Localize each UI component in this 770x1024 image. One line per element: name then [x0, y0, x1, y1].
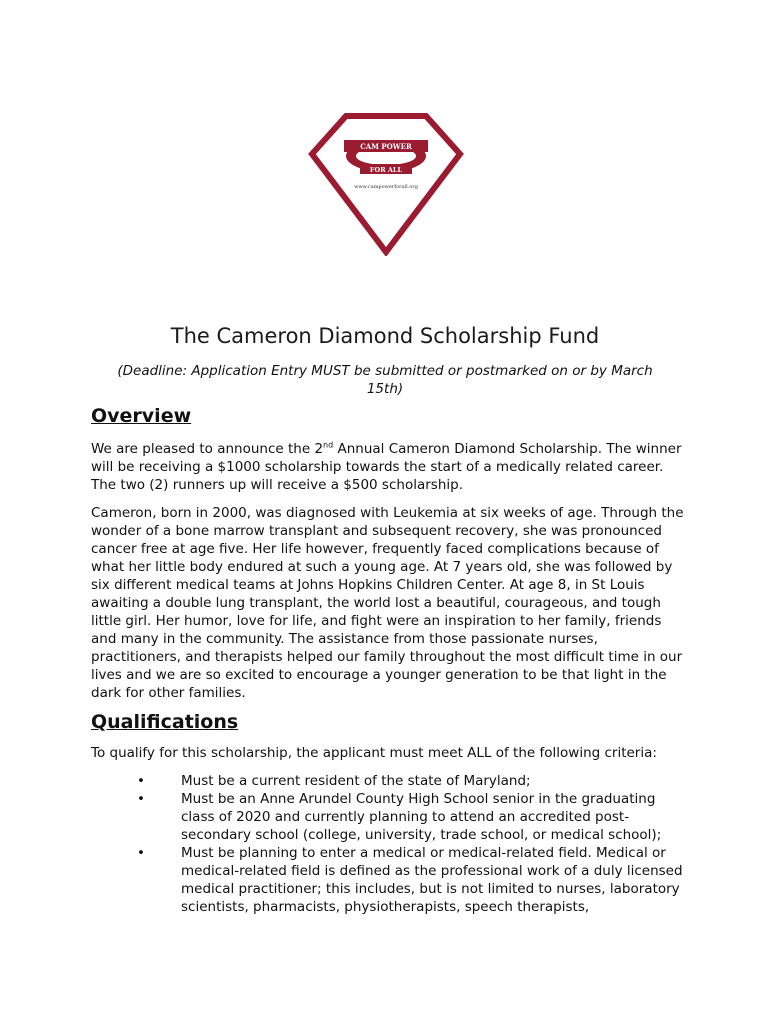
- overview-heading: Overview: [91, 405, 192, 427]
- logo-band-bottom-text: FOR ALL: [369, 166, 403, 174]
- list-item-text: Must be planning to enter a medical or medical-related field. Medical or medical-related field is defined as the professional work of a duly licensed medical practitioner; this includes, but is not limited to nurses, laboratory scientists, pharmacists, physiotherapists, speech therapists,: [181, 845, 683, 915]
- ordinal-suffix: nd: [323, 440, 334, 450]
- page-title: The Cameron Diamond Scholarship Fund: [170, 324, 600, 348]
- logo-band-top-text: CAM POWER: [360, 142, 412, 151]
- overview-p1-end: Annual Cameron Diamond Scholarship. The winner will be receiving a $1000 scholarship towards the start of a medically related career. The two (2) runners up will receive a $500 scholarship.: [91, 441, 682, 493]
- overview-p1-start: We are pleased to announce the 2: [91, 441, 324, 457]
- bullet-icon: •: [137, 845, 145, 861]
- qualifications-heading: Qualifications: [91, 711, 239, 733]
- cam-power-logo: [308, 112, 464, 256]
- qualifications-intro: To qualify for this scholarship, the applicant must meet ALL of the following criteria:: [91, 745, 657, 761]
- list-item-text: Must be an Anne Arundel County High School senior in the graduating class of 2020 and currently planning to attend an accredited post-secondary school (college, university, trade school, or medical school);: [181, 791, 662, 843]
- list-item: [91, 844, 691, 916]
- bullet-icon: •: [137, 773, 145, 789]
- list-item: [91, 772, 691, 790]
- overview-paragraph-1: [91, 440, 691, 494]
- list-item-text: Must be a current resident of the state of Maryland;: [181, 773, 531, 789]
- criteria-list: [91, 772, 691, 916]
- list-item: [91, 790, 691, 844]
- logo-url-text: www.campowerforall.org: [354, 184, 418, 190]
- bullet-icon: •: [137, 791, 145, 807]
- overview-paragraph-2: Cameron, born in 2000, was diagnosed with Leukemia at six weeks of age. Through the wonder of a bone marrow transplant and subsequent recovery, she was pronounced cancer free at age five. Her life however, frequently faced complications because of what her little body endured at such a young age. At 7 years old, she was followed by six different medical teams at Johns Hopkins Children Center. At age 8, in St Louis awaiting a double lung transplant, the world lost a beautiful, courageous, and tough little girl. Her humor, love for life, and fight were an inspiration to her family, friends and many in the community. The assistance from those passionate nurses, practitioners, and therapists helped our family throughout the most difficult time in our lives and we are so excited to encourage a younger generation to be that light in the dark for other families.: [91, 505, 684, 701]
- deadline-note: (Deadline: Application Entry MUST be submitted or postmarked on or by March 15th): [117, 363, 653, 397]
